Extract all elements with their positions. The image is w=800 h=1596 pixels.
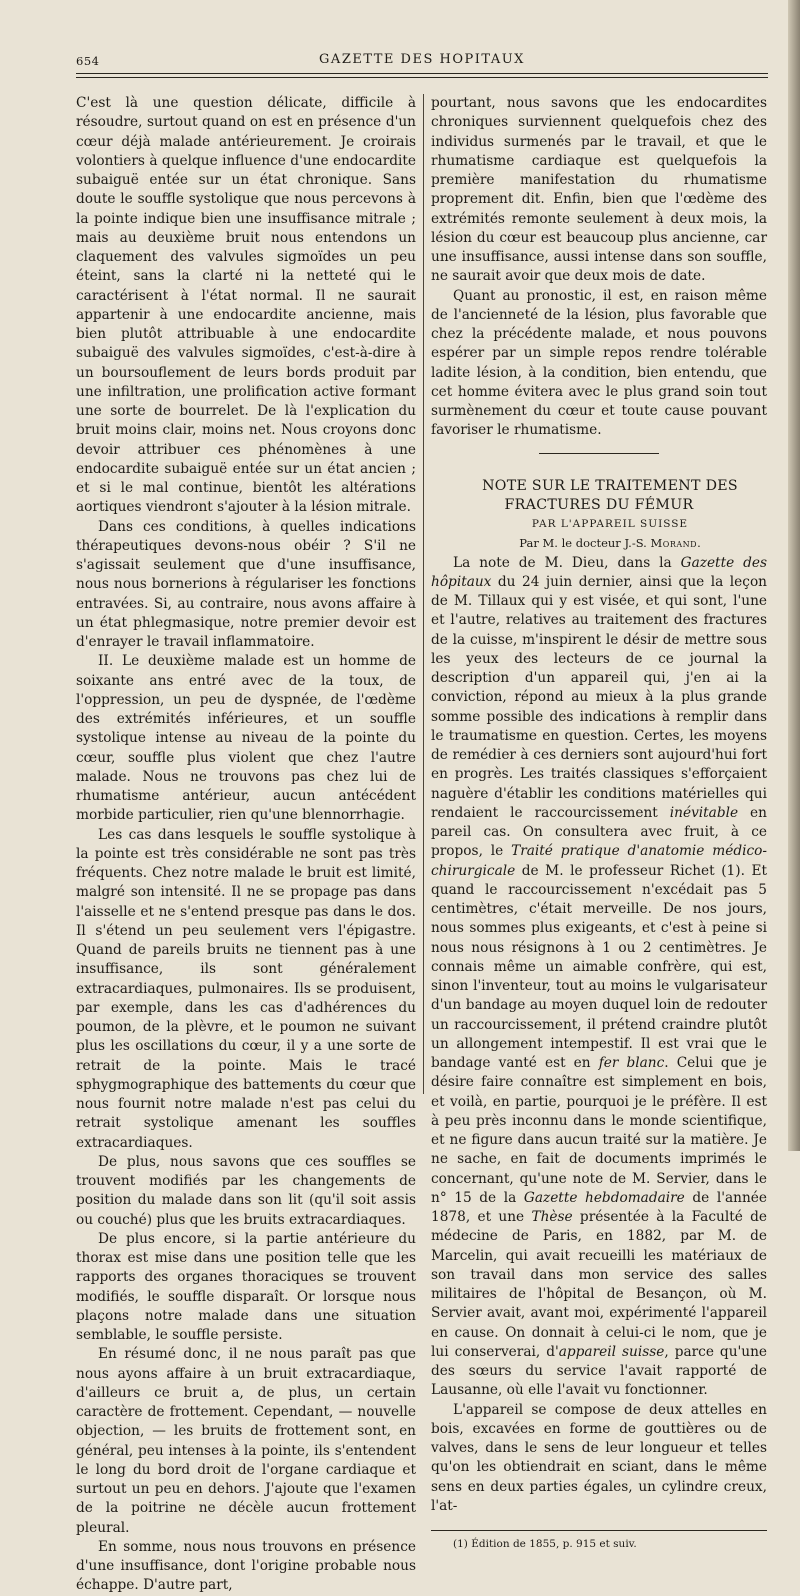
article-author <box>431 534 767 553</box>
text-run: présentée à la Faculté de médecine de Paris, en 1882, par M. de Marcelin, qui avait recueilli les matériaux de son travail dans mon service des salles militaires de l'hôpital de Besançon, où M. Servier avait, avant moi, expérimenté l'appareil en cause. On donnait à celui-ci le nom, que je lui conserverai, d' <box>431 1209 767 1360</box>
column-divider <box>423 94 424 1094</box>
italic-run: Gazette hebdomadaire <box>523 1189 685 1206</box>
author-name: Morand <box>650 536 698 551</box>
paragraph: De plus, nous savons que ces souffles se trouvent modifiés par les changements de position du malade dans son lit (qu'il soit assis ou couché) plus que les bruits extracardiaques. <box>76 1153 416 1228</box>
paragraph: II. Le deuxième malade est un homme de soixante ans entré avec de la toux, de l'oppression, un peu de dyspnée, de l'œdème des extrémités inférieures, et un souffle systolique intense au niveau de la pointe du cœur, souffle plus violent que chez l'autre malade. Nous ne trouvons pas chez lui de rhumatisme antérieur, aucun antécédent morbide particulier, rien qu'une blennorrhagie. <box>76 653 416 824</box>
paragraph: En résumé donc, il ne nous paraît pas que nous ayons affaire à un bruit extracardiaque, d'ailleurs ce bruit a, de plus, un certain caractère de frottement. Cependant, — nouvelle objection, — les bruits de frottement sont, en général, peu intenses à la pointe, ils s'entendent le long du bord droit de l'organe cardiaque et surtout un peu en dehors. J'ajoute que l'examen de la poitrine ne décèle aucun frottement pleural. <box>76 1346 416 1536</box>
article-title: NOTE SUR LE TRAITEMENT DES FRACTURES DU FÉMUR <box>482 477 738 513</box>
header-rule <box>76 73 768 74</box>
italic-run: Gazette des hôpitaux <box>431 554 767 590</box>
text-run: en pareil cas. On consultera avec fruit, à ce propos, le <box>431 804 767 860</box>
header-rule-thin <box>76 77 768 78</box>
paragraph: Les cas dans lesquels le souffle systolique à la pointe est très considérable ne sont pas très fréquents. Chez notre malade le bruit est limité, malgré son intensité. Il ne se propage pas dans l'aisselle et ne s'entend presque pas dans le dos. Il s'étend un peu seulement vers l'épigastre. Quand de pareils bruits ne tiennent pas à une insuffisance, ils sont généralement extracardiaques, pulmonaires. Ils se produisent, par exemple, dans les cas d'adhérences du poumon, de la plèvre, et le poumon ne suivant plus les oscillations du cœur, il y a une sorte de retrait de la pointe. Mais le tracé sphygmographique des battements du cœur que nous fournit notre malade n'est pas celui du retrait systolique amenant les souffles extracardiaques. <box>76 826 416 1151</box>
text-run: du 24 juin dernier, ainsi que la leçon de M. Tillaux qui y est visée, et qui sont, l'une et l'autre, relatives au traitement des fractures de la cuisse, m'inspirent le désir de mettre sous les yeux des lecteurs de ce journal la description d'un appareil qui, j'en ai la conviction, répond au mieux à la plus grande somme possible des indications à remplir dans le traumatisme en question. Certes, les moyens de remédier à ces derniers sont aujourd'hui fort en progrès. Les traités classiques s'efforçaient naguère d'établir les conditions matérielles qui rendaient le raccourcissement <box>431 573 767 821</box>
author-prefix: Par M. le docteur J.-S. <box>519 536 651 551</box>
italic-run: appareil suisse <box>558 1343 665 1360</box>
italic-run: Thèse <box>531 1209 573 1225</box>
paragraph: Quant au pronostic, il est, en raison même de l'ancienneté de la lésion, plus favorable que chez la précédente malade, et nous pouvons espérer par un simple repos rendre tolérable ladite lésion, à la condition, bien entendu, que cet homme évitera avec le plus grand soin tout surmènement du cœur et toute cause pouvant favoriser le rhumatisme. <box>431 287 767 439</box>
section-separator <box>539 451 659 461</box>
left-column <box>76 94 416 1596</box>
italic-run: Traité pratique d'anatomie médico-chirurgicale <box>431 843 767 879</box>
article-paragraph <box>431 554 767 1401</box>
paragraph: De plus encore, si la partie antérieure du thorax est mise dans une position telle que les rapports des organes thoraciques se trouvent modifiés, le souffle disparaît. Or lorsque nous plaçons notre malade dans une situation semblable, le souffle persiste. <box>76 1230 416 1343</box>
text-run: de M. le professeur Richet (1). Et quand le raccourcissement n'excédait pas 5 centimètres, c'était merveille. De nos jours, nous sommes plus exigeants, et c'est à peine si nous nous résignons à 1 ou 2 centimètres. Je connais même un aimable confrère, qui est, sinon l'inventeur, tout au moins le vulgarisateur d'un bandage au moyen duquel loin de redouter un raccourcissement, il prétend craindre plutôt un allongement intempestif. Il est vrai que le bandage vanté est en <box>431 862 767 1071</box>
text-run: La note de M. Dieu, dans la <box>453 554 681 571</box>
italic-run: fer blanc <box>598 1055 665 1071</box>
text-run: . Celui que je désire faire connaître est simplement en bois, et voilà, en partie, pourquoi je le préfère. Il est à peu près inconnu dans le monde scientifique, et ne figure dans aucun traité sur la matière. Je ne sache, en fait de documents imprimés le concernant, qu'une note de M. Servier, dans le n° 15 de la <box>431 1055 768 1206</box>
page-edge-shadow <box>788 0 800 1151</box>
page-header <box>76 50 768 72</box>
article-subtitle: PAR L'APPAREIL SUISSE <box>531 518 689 530</box>
paragraph: En somme, nous nous trouvons en présence d'une insuffisance, dont l'origine probable nous échappe. D'autre part, <box>76 1538 416 1594</box>
text-run: de l'année 1878, et une <box>431 1189 767 1225</box>
page-number: 654 <box>76 54 100 68</box>
paragraph: C'est là une question délicate, difficile à résoudre, surtout quand on est en présence d'un cœur déjà malade antérieurement. Je croirais volontiers à quelque influence d'une endocardite subaiguë entée sur un état chronique. Sans doute le souffle systolique que nous percevons à la pointe indique bien une insuffisance mitrale ; mais au deuxième bruit nous entendons un claquement des valvules sigmoïdes un peu éteint, sans la clarté ni la netteté qui le caractérisent à l'état normal. Il ne saurait appartenir à une endocardite ancienne, mais bien plutôt attribuable à une endocardite subaiguë des valvules sigmoïdes, c'est-à-dire à un boursouflement de leurs bords produit par une infiltration, une prolification active formant une sorte de bourrelet. De là l'explication du bruit moins clair, moins net. Nous croyons donc devoir attribuer ces phénomènes à une endocardite subaiguë entée sur un état ancien ; et si le mal continue, bientôt les altérations aortiques viendront s'ajouter à la lésion mitrale. <box>76 95 416 516</box>
italic-run: inévitable <box>669 804 739 821</box>
paragraph: Dans ces conditions, à quelles indications thérapeutiques devons-nous obéir ? S'il ne s'agissait seulement que d'une insuffisance, nous nous bornerions à régulariser les fonctions entravées. Si, au contraire, nous avons affaire à un état phlegmasique, notre premier devoir est d'enrayer le travail inflammatoire. <box>76 518 416 650</box>
text-run: , parce qu'une des sœurs du service l'avait rapporté de Lausanne, où elle l'avait vu fonctionner. <box>431 1343 768 1399</box>
journal-title: GAZETTE DES HOPITAUX <box>319 52 525 67</box>
footnote: (1) Édition de 1855, p. 915 et suiv. <box>453 1538 637 1550</box>
footnote-rule <box>431 1530 767 1531</box>
separator-rule <box>539 453 659 454</box>
author-suffix: . <box>697 536 701 551</box>
article-paragraph: L'appareil se compose de deux attelles en bois, excavées en forme de gouttières ou de valves, dans le sens de leur longueur et telles qu'on les obtiendrait en sciant, dans le même sens en deux parties égales, un cylindre creux, l'at- <box>431 1401 767 1514</box>
paragraph: pourtant, nous savons que les endocardites chroniques surviennent quelquefois chez des individus surmenés par le travail, et que le rhumatisme cardiaque est quelquefois la première manifestation du rhumatisme proprement dit. Enfin, bien que l'œdème des extrémités remonte seulement à deux mois, la lésion du cœur est beaucoup plus ancienne, car une insuffisance, aussi intense dans son souffle, ne saurait avoir que deux mois de date. <box>431 95 767 285</box>
right-column <box>431 94 767 1551</box>
